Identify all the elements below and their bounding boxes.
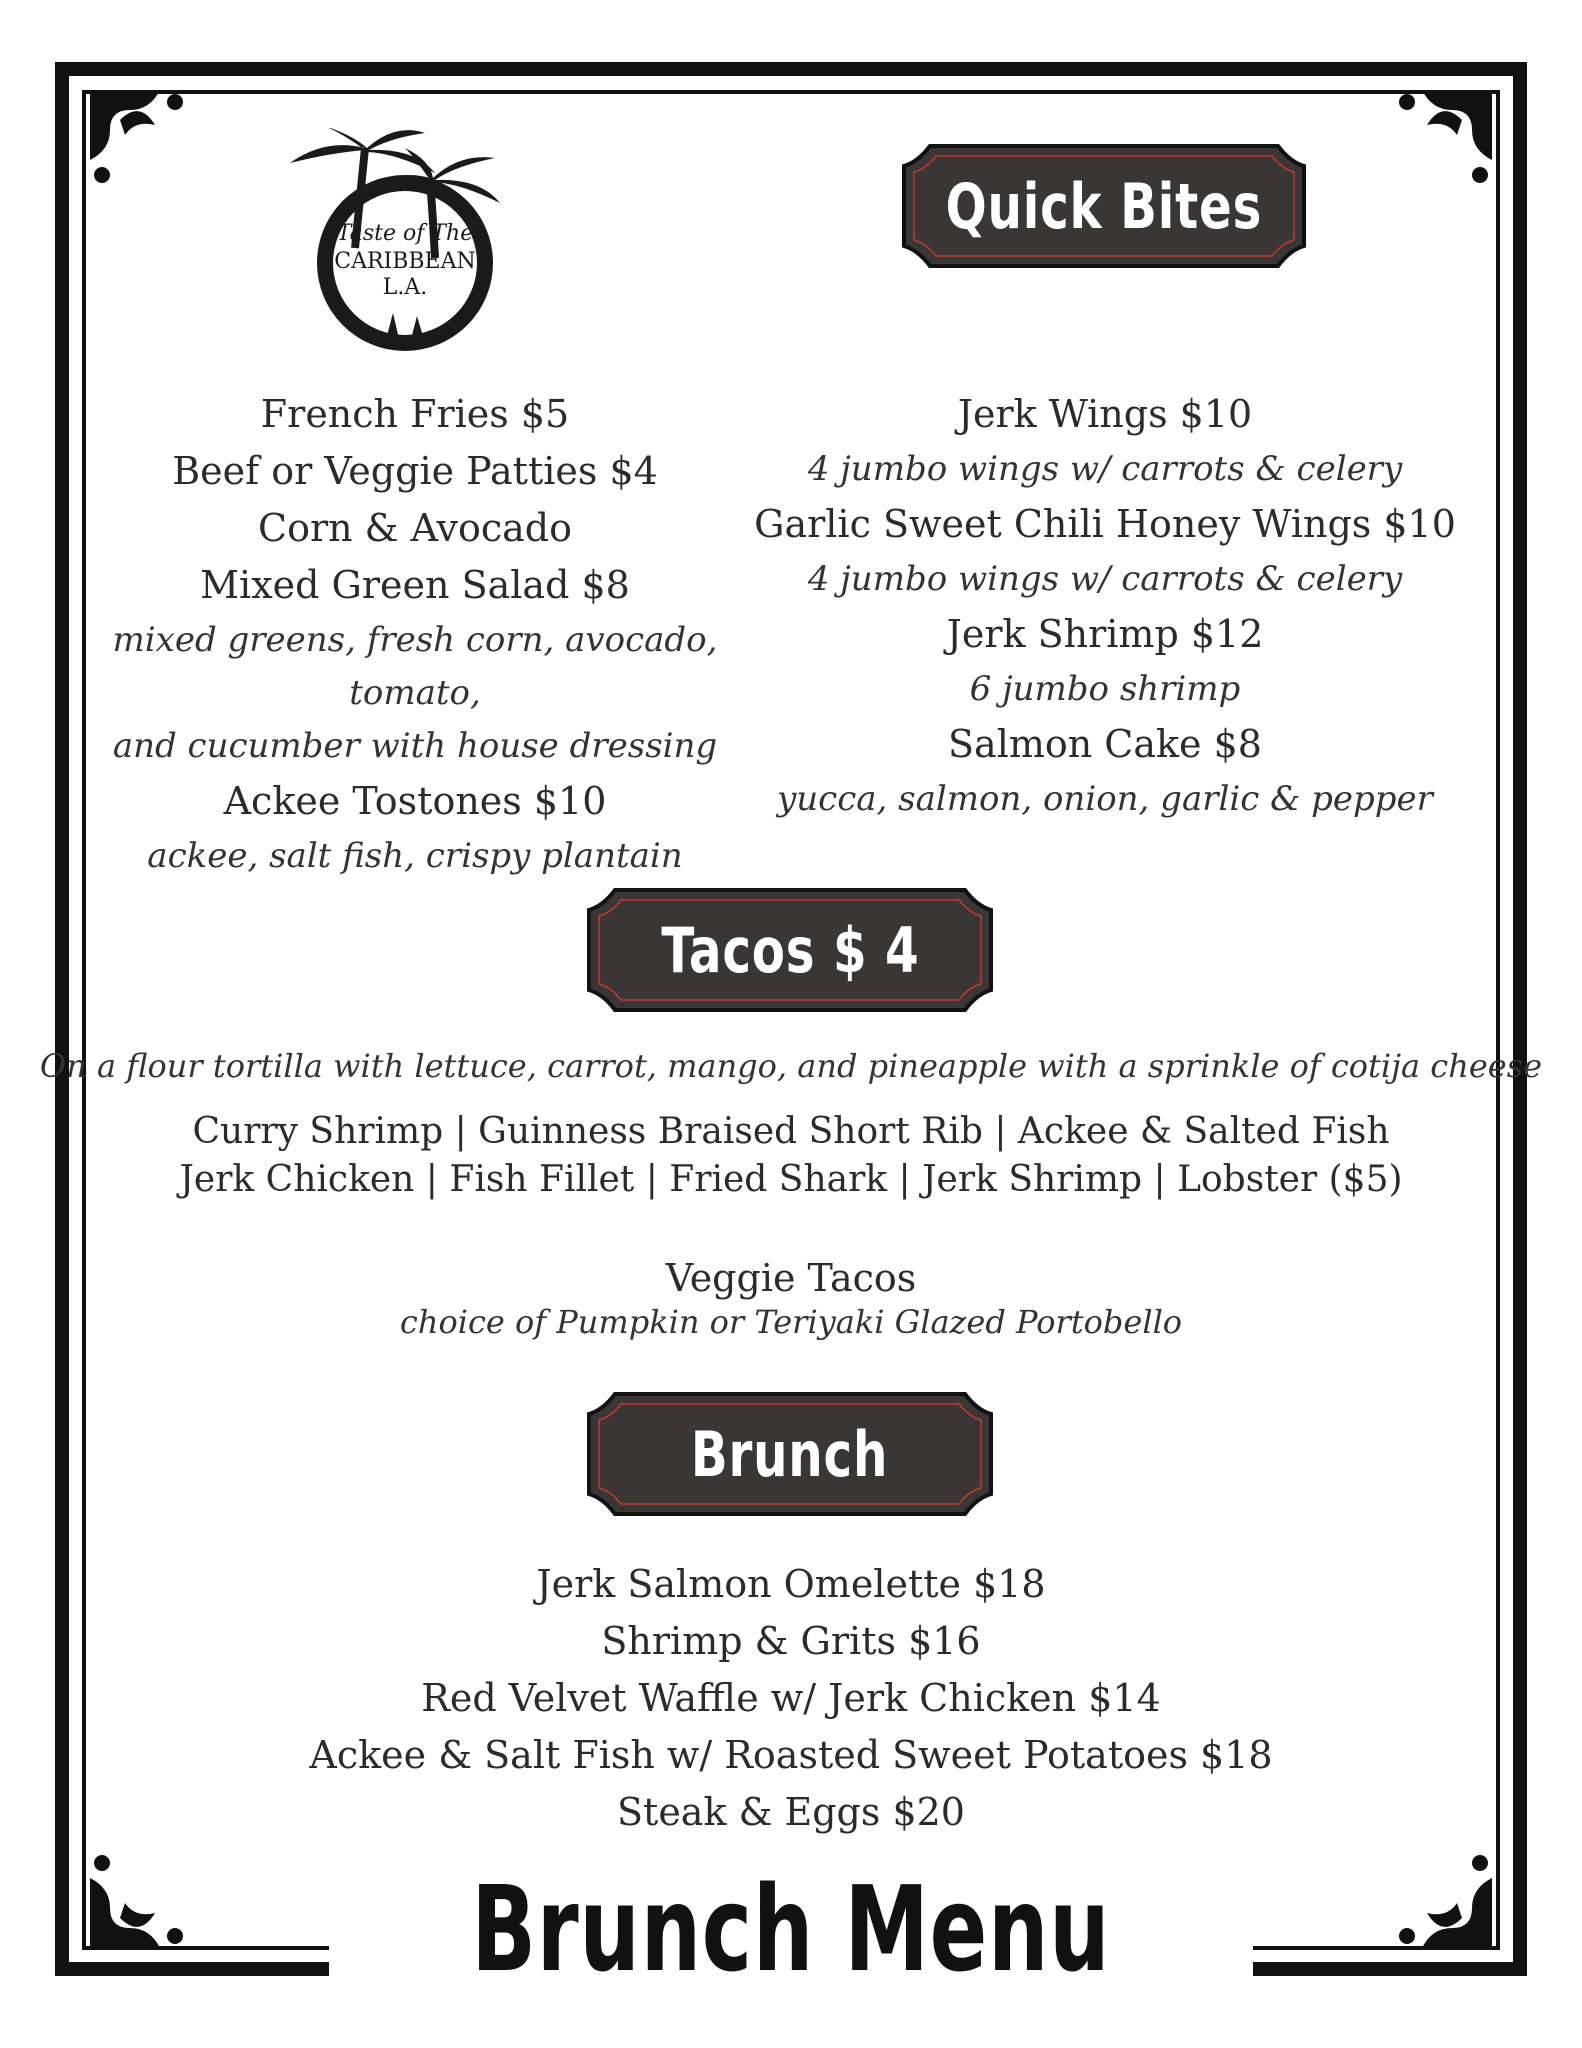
brunch-items bbox=[0, 1556, 1582, 1841]
section-title-brunch: Brunch bbox=[691, 1417, 889, 1491]
menu-item: Corn & Avocado bbox=[258, 506, 572, 550]
menu-item: Red Velvet Waffle w/ Jerk Chicken $14 bbox=[421, 1676, 1161, 1720]
menu-item: Ackee & Salt Fish w/ Roasted Sweet Potatoes $18 bbox=[309, 1733, 1273, 1777]
menu-item: Steak & Eggs $20 bbox=[617, 1790, 965, 1834]
footer-title-wrap bbox=[0, 1860, 1582, 1998]
menu-item: Jerk Shrimp $12 bbox=[946, 612, 1264, 656]
restaurant-logo bbox=[285, 128, 555, 358]
tacos-options-line1: Curry Shrimp | Guinness Braised Short Rib | Ackee & Salted Fish bbox=[192, 1111, 1390, 1152]
section-title-quick-bites: Quick Bites bbox=[945, 169, 1263, 243]
menu-item: Ackee Tostones $10 bbox=[223, 779, 607, 823]
menu-item-description: 4 jumbo wings w/ carrots & celery bbox=[807, 449, 1403, 489]
menu-item: Jerk Salmon Omelette $18 bbox=[536, 1562, 1046, 1606]
quick-bites-left bbox=[90, 386, 740, 883]
menu-item: Shrimp & Grits $16 bbox=[601, 1619, 981, 1663]
menu-item: Salmon Cake $8 bbox=[948, 722, 1262, 766]
section-badge-tacos bbox=[585, 886, 995, 1014]
logo-line3: L.A. bbox=[382, 275, 428, 300]
section-title-tacos: Tacos $ 4 bbox=[660, 913, 920, 987]
section-badge-quick-bites bbox=[900, 142, 1308, 270]
menu-item: French Fries $5 bbox=[260, 392, 570, 436]
corner-ornament-icon bbox=[1372, 80, 1502, 210]
menu-item-description: yucca, salmon, onion, garlic & pepper bbox=[777, 779, 1433, 819]
logo-line2: CARIBBEAN bbox=[334, 249, 476, 274]
menu-item-description: mixed greens, fresh corn, avocado, tomato, bbox=[112, 620, 718, 713]
tacos-options-line2: Jerk Chicken | Fish Fillet | Fried Shark | Jerk Shrimp | Lobster ($5) bbox=[179, 1159, 1403, 1200]
menu-title: Brunch Menu bbox=[471, 1860, 1111, 1998]
menu-item-description: ackee, salt fish, crispy plantain bbox=[147, 836, 683, 876]
menu-item: Jerk Wings $10 bbox=[957, 392, 1253, 436]
veggie-tacos-title: Veggie Tacos bbox=[665, 1256, 917, 1300]
section-badge-brunch bbox=[585, 1390, 995, 1518]
menu-item: Mixed Green Salad $8 bbox=[200, 563, 630, 607]
menu-item-description: 6 jumbo shrimp bbox=[969, 669, 1241, 709]
tacos-description: On a flour tortilla with lettuce, carrot, mango, and pineapple with a sprinkle of cotija cheese bbox=[39, 1047, 1543, 1085]
menu-item-description: 4 jumbo wings w/ carrots & celery bbox=[807, 559, 1403, 599]
menu-item-description: and cucumber with house dressing bbox=[112, 726, 718, 766]
veggie-tacos-description: choice of Pumpkin or Teriyaki Glazed Portobello bbox=[399, 1303, 1183, 1341]
footer-title-background bbox=[329, 1860, 1253, 1998]
menu-item: Garlic Sweet Chili Honey Wings $10 bbox=[754, 502, 1456, 546]
logo-line1: Taste of The bbox=[336, 221, 474, 246]
menu-item: Beef or Veggie Patties $4 bbox=[172, 449, 658, 493]
quick-bites-right bbox=[740, 386, 1470, 826]
corner-ornament-icon bbox=[80, 80, 210, 210]
